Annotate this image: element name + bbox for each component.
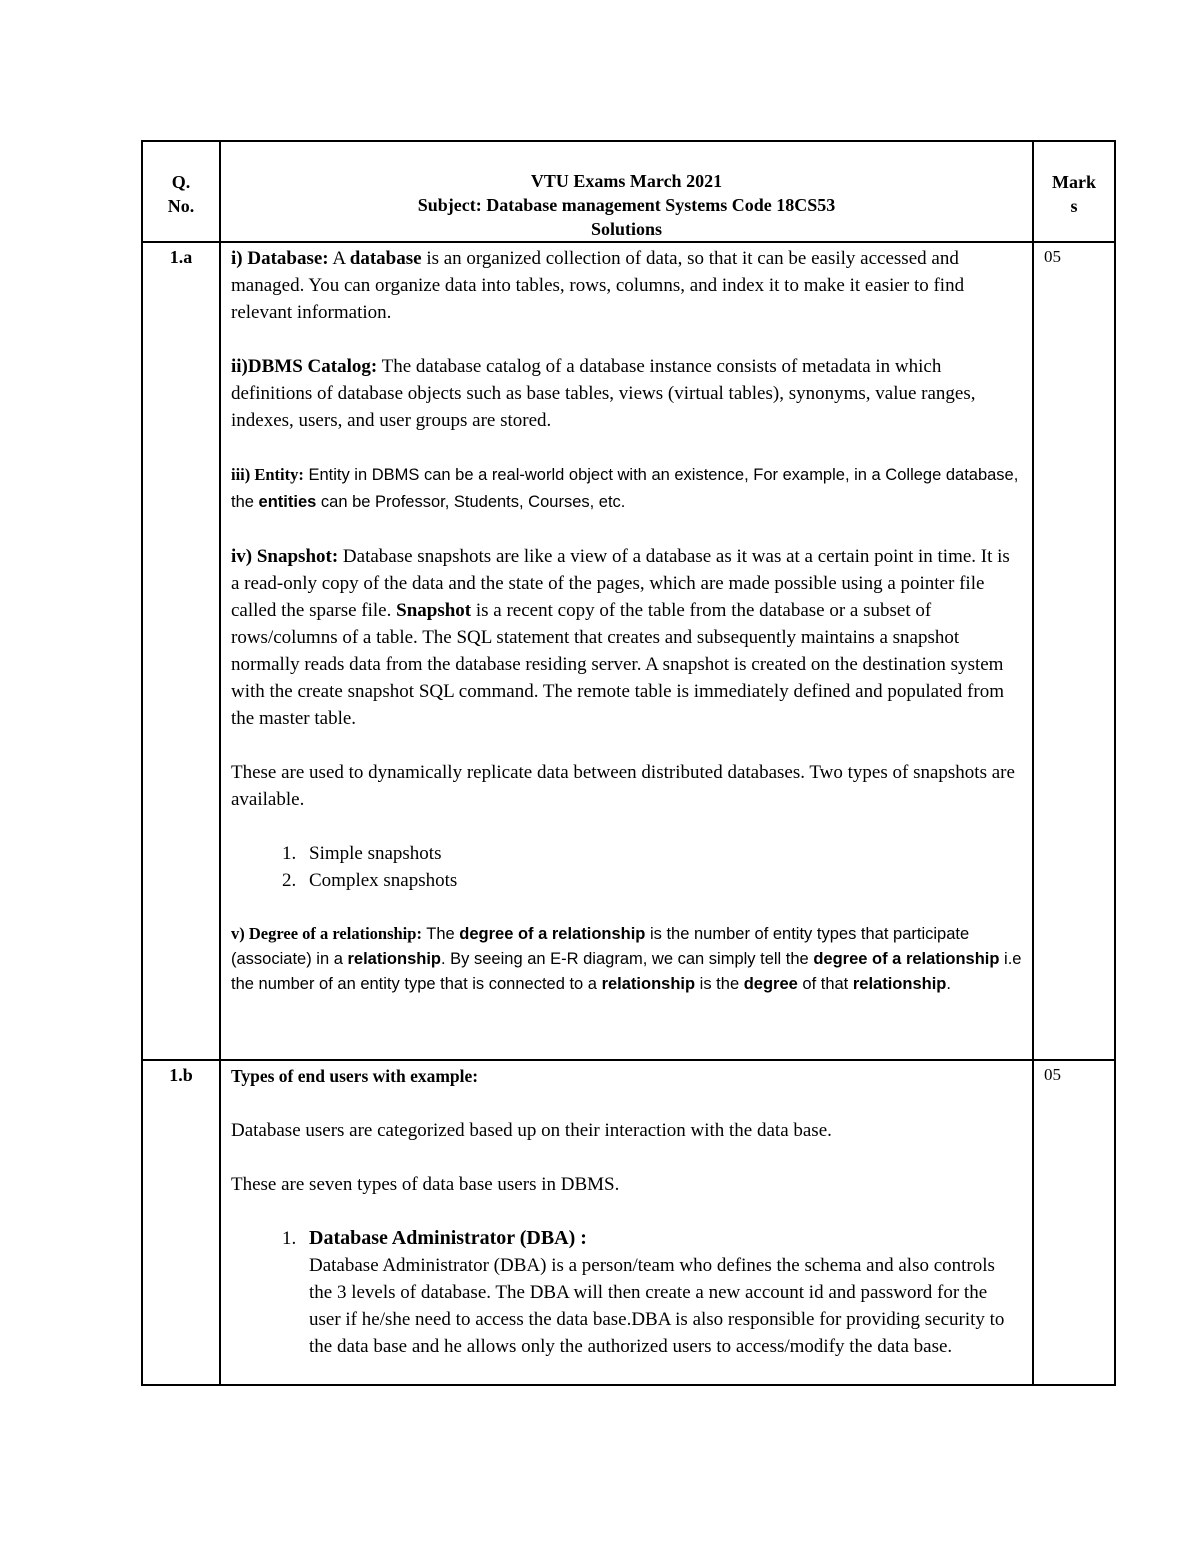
header-qno	[142, 141, 220, 242]
def-degree: v) Degree of a relationship: The degree of a relationship is the number of entity types that participate (associate) in a relationship. By seeing an E-R diagram, we can simply tell the degree of a relationship i.e the number of an entity type that is connected to a relationship is the degree of that relationship.	[231, 924, 1022, 993]
header-title	[220, 141, 1033, 242]
def-database: i) Database: A database is an organized collection of data, so that it can be easily accessed and managed. You can organize data into tables, rows, columns, and index it to make it easier to find relevant information.	[231, 248, 965, 323]
header-marks	[1033, 141, 1115, 242]
users-intro: Database users are categorized based up on their interaction with the data base.	[231, 1120, 832, 1141]
snapshot-usage: These are used to dynamically replicate data between distributed databases. Two types of snapshots are available.	[231, 762, 1015, 810]
header-row	[142, 141, 1115, 242]
user-types-list	[231, 1225, 1022, 1360]
section-heading: Types of end users with example:	[231, 1066, 479, 1086]
header-qno-line1: Q.	[171, 172, 191, 192]
answer-1a	[220, 242, 1033, 1060]
question-number: 1.b	[142, 1060, 220, 1385]
def-snapshot: iv) Snapshot: Database snapshots are like a view of a database as it was at a certain point in time. It is a read-only copy of the data and the state of the pages, which are made possible using a pointer file called the sparse file. Snapshot is a recent copy of the table from the database or a subset of rows/columns of a table. The SQL statement that creates and subsequently maintains a snapshot normally reads data from the database residing server. A snapshot is created on the destination system with the create snapshot SQL command. The remote table is immediately defined and populated from the master table.	[231, 546, 1010, 729]
dba-title: Database Administrator (DBA) :	[309, 1227, 587, 1249]
marks-value: 05	[1033, 242, 1115, 1060]
header-qno-line2: No.	[167, 196, 195, 216]
exam-title: VTU Exams March 2021	[530, 171, 723, 191]
dba-description: Database Administrator (DBA) is a person/team who defines the schema and also controls the 3 levels of database. The DBA will then create a new account id and password for the user if he/she need to access the data base.DBA is also responsible for providing security to the data base and he allows only the authorized users to access/modify the data base.	[309, 1255, 1005, 1357]
subject-line: Subject: Database management Systems Code 18CS53	[417, 195, 836, 215]
users-count: These are seven types of data base users in DBMS.	[231, 1174, 620, 1195]
snapshot-types-list	[231, 840, 1022, 894]
marks-value: 05	[1033, 1060, 1115, 1385]
header-marks-line1: Mark	[1052, 172, 1096, 192]
question-row-1b	[142, 1060, 1115, 1385]
list-item: 2. Complex snapshots	[301, 867, 1022, 894]
solutions-label: Solutions	[590, 219, 663, 239]
list-item-dba	[301, 1225, 1022, 1360]
list-item: 1. Simple snapshots	[301, 840, 1022, 867]
answer-1b	[220, 1060, 1033, 1385]
def-catalog: ii)DBMS Catalog: The database catalog of a database instance consists of metadata in which definitions of database objects such as base tables, views (virtual tables), synonyms, value ranges, indexes, users, and user groups are stored.	[231, 356, 976, 431]
solutions-table	[141, 140, 1116, 1386]
question-row-1a	[142, 242, 1115, 1060]
header-marks-line2: s	[1070, 196, 1078, 216]
def-entity: iii) Entity: Entity in DBMS can be a real-world object with an existence, For example, in a College database, the entities can be Professor, Students, Courses, etc.	[231, 465, 1019, 511]
question-number: 1.a	[142, 242, 220, 1060]
